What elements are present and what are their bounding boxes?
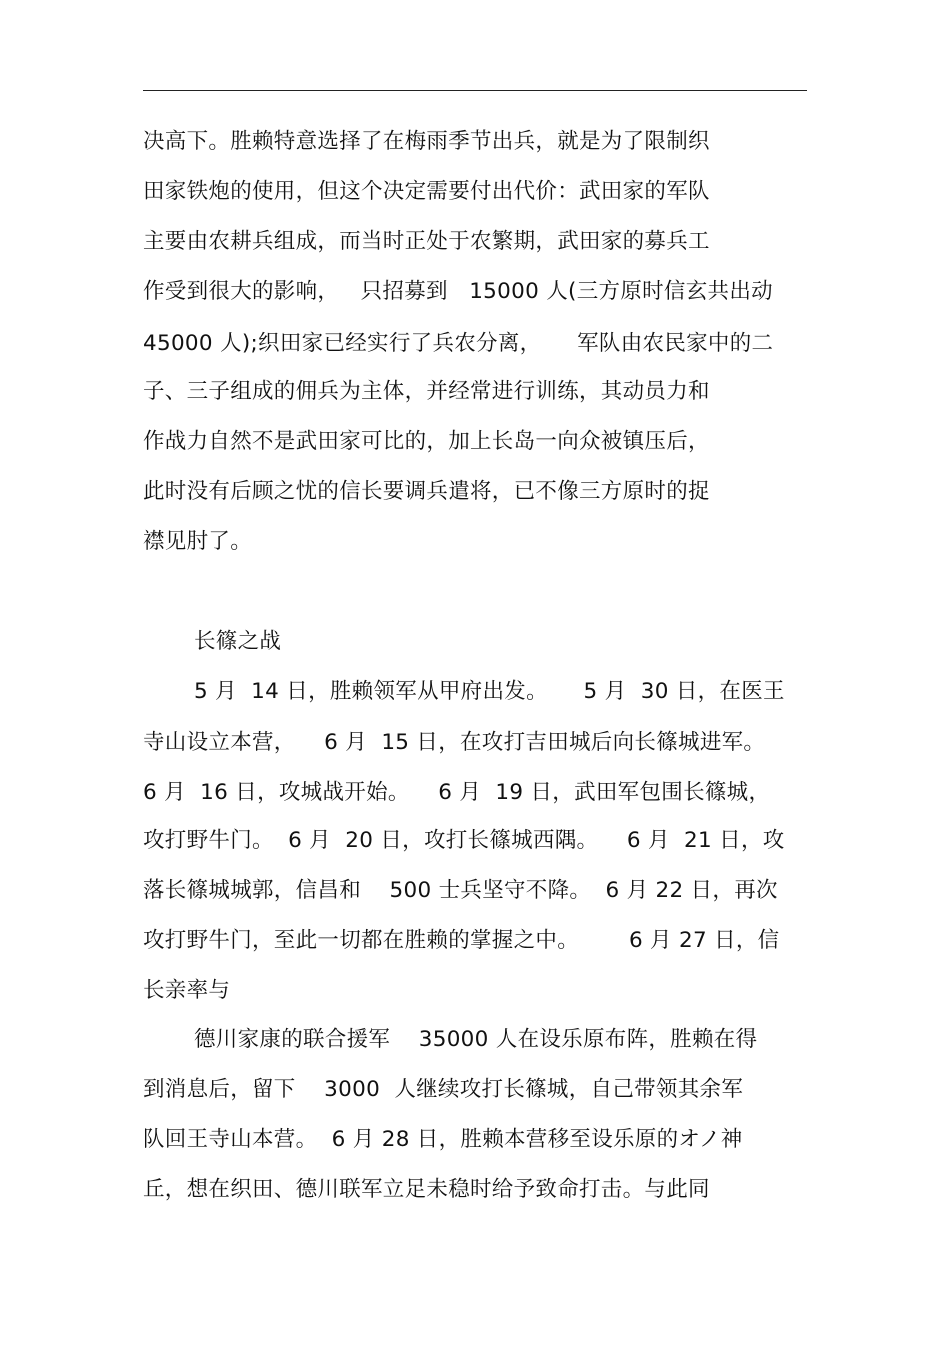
text-line: 攻打野牛门，至此一切都在胜赖的掌握之中。 6 月 27 日，信 — [143, 928, 780, 953]
section-heading: 长篠之战 — [194, 629, 282, 654]
header-rule — [143, 90, 807, 91]
text-line: 作受到很大的影响， 只招募到 15000 人(三方原时信玄共出动 — [143, 279, 773, 304]
text-line: 寺山设立本营， 6 月 15 日，在攻打吉田城后向长篠城进军。 — [143, 730, 766, 755]
text-line: 队回王寺山本营。 6 月 28 日，胜赖本营移至设乐原的オノ神 — [143, 1127, 743, 1152]
text-line: 田家铁炮的使用，但这个决定需要付出代价：武田家的军队 — [143, 179, 710, 204]
text-line: 丘，想在织田、德川联军立足未稳时给予致命打击。与此同 — [143, 1177, 710, 1202]
text-line: 6 月 16 日，攻城战开始。 6 月 19 日，武田军包围长篠城， — [143, 780, 771, 805]
text-line: 襟见肘了。 — [143, 529, 253, 554]
text-line: 45000 人);织田家已经实行了兵农分离， 军队由农民家中的二 — [143, 331, 774, 356]
text-line: 此时没有后顾之忧的信长要调兵遣将，已不像三方原时的捉 — [143, 479, 710, 504]
text-line: 主要由农耕兵组成，而当时正处于农繁期，武田家的募兵工 — [143, 229, 710, 254]
text-line: 5 月 14 日，胜赖领军从甲府出发。 5 月 30 日，在医王 — [194, 679, 785, 704]
text-line: 到消息后，留下 3000 人继续攻打长篠城，自己带领其余军 — [143, 1077, 744, 1102]
text-line: 落长篠城城郭，信昌和 500 士兵坚守不降。 6 月 22 日，再次 — [143, 878, 778, 903]
text-line: 攻打野牛门。 6 月 20 日，攻打长篠城西隅。 6 月 21 日，攻 — [143, 828, 785, 853]
text-line: 作战力自然不是武田家可比的，加上长岛一向众被镇压后， — [143, 429, 710, 454]
text-line: 长亲率与 — [143, 978, 231, 1003]
text-line: 子、三子组成的佣兵为主体，并经常进行训练，其动员力和 — [143, 379, 710, 404]
text-line: 德川家康的联合援军 35000 人在设乐原布阵，胜赖在得 — [194, 1027, 758, 1052]
text-line: 决高下。胜赖特意选择了在梅雨季节出兵，就是为了限制织 — [143, 129, 710, 154]
